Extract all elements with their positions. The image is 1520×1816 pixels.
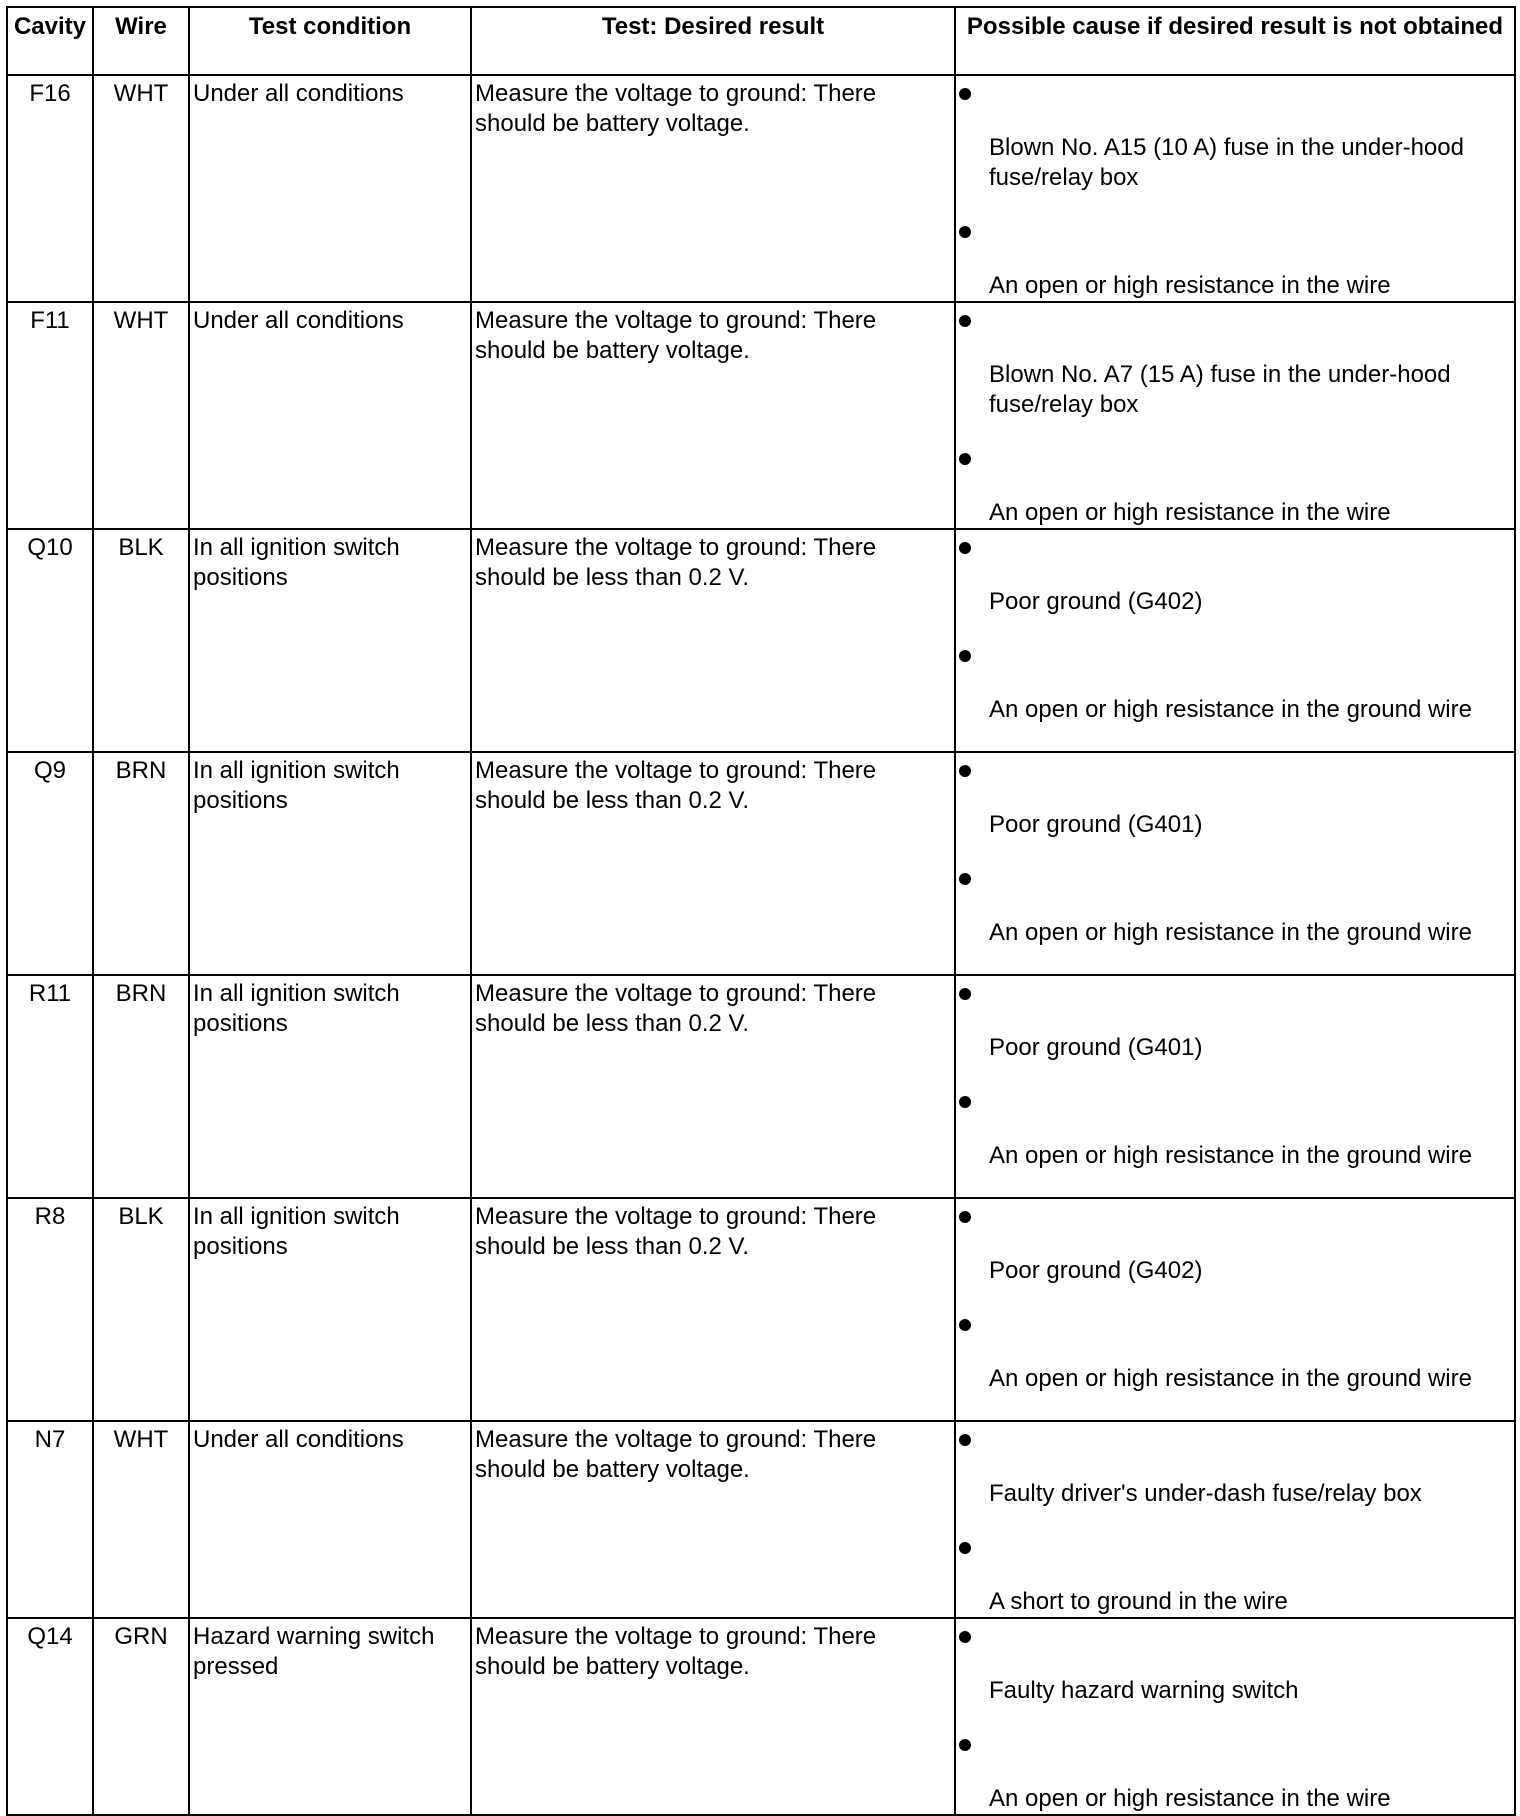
cavity-cell: Q9 (7, 752, 93, 975)
bullet-icon (959, 1319, 971, 1331)
condition-cell: In all ignition switch positions (189, 1198, 471, 1421)
cause-item: Blown No. A15 (10 A) fuse in the under-hood fuse/relay box (989, 134, 1464, 191)
cavity-cell: F16 (7, 75, 93, 302)
cause-item: An open or high resistance in the wire (989, 1785, 1391, 1812)
table-row (7, 302, 1515, 529)
table-row (7, 752, 1515, 975)
result-cell: Measure the voltage to ground: There should be battery voltage. (471, 1421, 955, 1618)
cause-cell (955, 1618, 1515, 1815)
table-row (7, 75, 1515, 302)
bullet-icon (959, 988, 971, 1000)
result-cell: Measure the voltage to ground: There should be less than 0.2 V. (471, 752, 955, 975)
wire-cell: BRN (93, 975, 189, 1198)
cause-item: An open or high resistance in the ground wire (989, 919, 1472, 946)
bullet-icon (959, 873, 971, 885)
cause-cell (955, 752, 1515, 975)
bullet-icon (959, 1739, 971, 1751)
wire-cell: BLK (93, 1198, 189, 1421)
cavity-cell: R11 (7, 975, 93, 1198)
wire-cell: WHT (93, 302, 189, 529)
table-row (7, 1618, 1515, 1815)
cause-item: Poor ground (G401) (989, 1034, 1203, 1061)
cavity-cell: N7 (7, 1421, 93, 1618)
condition-cell: In all ignition switch positions (189, 752, 471, 975)
bullet-icon (959, 1631, 971, 1643)
wire-cell: WHT (93, 75, 189, 302)
table-row (7, 1421, 1515, 1618)
condition-cell: Under all conditions (189, 1421, 471, 1618)
cavity-cell: Q10 (7, 529, 93, 752)
bullet-icon (959, 453, 971, 465)
wire-cell: BRN (93, 752, 189, 975)
cause-item: Faulty driver's under-dash fuse/relay box (989, 1480, 1422, 1507)
cause-item: A short to ground in the wire (989, 1588, 1288, 1615)
result-cell: Measure the voltage to ground: There should be battery voltage. (471, 1618, 955, 1815)
bullet-icon (959, 315, 971, 327)
result-cell: Measure the voltage to ground: There should be less than 0.2 V. (471, 975, 955, 1198)
test-table (6, 6, 1516, 1816)
cause-item: An open or high resistance in the ground wire (989, 1365, 1472, 1392)
condition-cell: Under all conditions (189, 75, 471, 302)
header-cavity: Cavity (7, 7, 93, 75)
cause-item: Faulty hazard warning switch (989, 1677, 1299, 1704)
cause-cell (955, 975, 1515, 1198)
bullet-icon (959, 650, 971, 662)
bullet-icon (959, 1211, 971, 1223)
bullet-icon (959, 226, 971, 238)
condition-cell: In all ignition switch positions (189, 975, 471, 1198)
cause-cell (955, 1421, 1515, 1618)
cause-cell (955, 302, 1515, 529)
cause-item: Poor ground (G402) (989, 1257, 1203, 1284)
result-cell: Measure the voltage to ground: There should be battery voltage. (471, 75, 955, 302)
table-header (7, 7, 1515, 75)
result-cell: Measure the voltage to ground: There should be battery voltage. (471, 302, 955, 529)
bullet-icon (959, 88, 971, 100)
bullet-icon (959, 542, 971, 554)
bullet-icon (959, 1096, 971, 1108)
result-cell: Measure the voltage to ground: There should be less than 0.2 V. (471, 529, 955, 752)
cause-item: An open or high resistance in the wire (989, 272, 1391, 299)
header-test-condition: Test condition (189, 7, 471, 75)
wire-cell: WHT (93, 1421, 189, 1618)
wire-cell: GRN (93, 1618, 189, 1815)
header-desired-result: Test: Desired result (471, 7, 955, 75)
cause-item: Poor ground (G402) (989, 588, 1203, 615)
cause-cell (955, 529, 1515, 752)
condition-cell: In all ignition switch positions (189, 529, 471, 752)
result-cell: Measure the voltage to ground: There should be less than 0.2 V. (471, 1198, 955, 1421)
wire-cell: BLK (93, 529, 189, 752)
bullet-icon (959, 1434, 971, 1446)
condition-cell: Hazard warning switch pressed (189, 1618, 471, 1815)
table-body (7, 75, 1515, 1815)
header-wire: Wire (93, 7, 189, 75)
cavity-cell: Q14 (7, 1618, 93, 1815)
condition-cell: Under all conditions (189, 302, 471, 529)
cavity-cell: F11 (7, 302, 93, 529)
cause-item: An open or high resistance in the ground wire (989, 1142, 1472, 1169)
cavity-cell: R8 (7, 1198, 93, 1421)
cause-item: An open or high resistance in the ground wire (989, 696, 1472, 723)
header-possible-cause: Possible cause if desired result is not obtained (955, 7, 1515, 75)
cause-item: Poor ground (G401) (989, 811, 1203, 838)
table-row (7, 975, 1515, 1198)
cause-item: Blown No. A7 (15 A) fuse in the under-hood fuse/relay box (989, 361, 1451, 418)
cause-item: An open or high resistance in the wire (989, 499, 1391, 526)
table-row (7, 529, 1515, 752)
bullet-icon (959, 765, 971, 777)
cause-cell (955, 75, 1515, 302)
table-row (7, 1198, 1515, 1421)
cause-cell (955, 1198, 1515, 1421)
bullet-icon (959, 1542, 971, 1554)
